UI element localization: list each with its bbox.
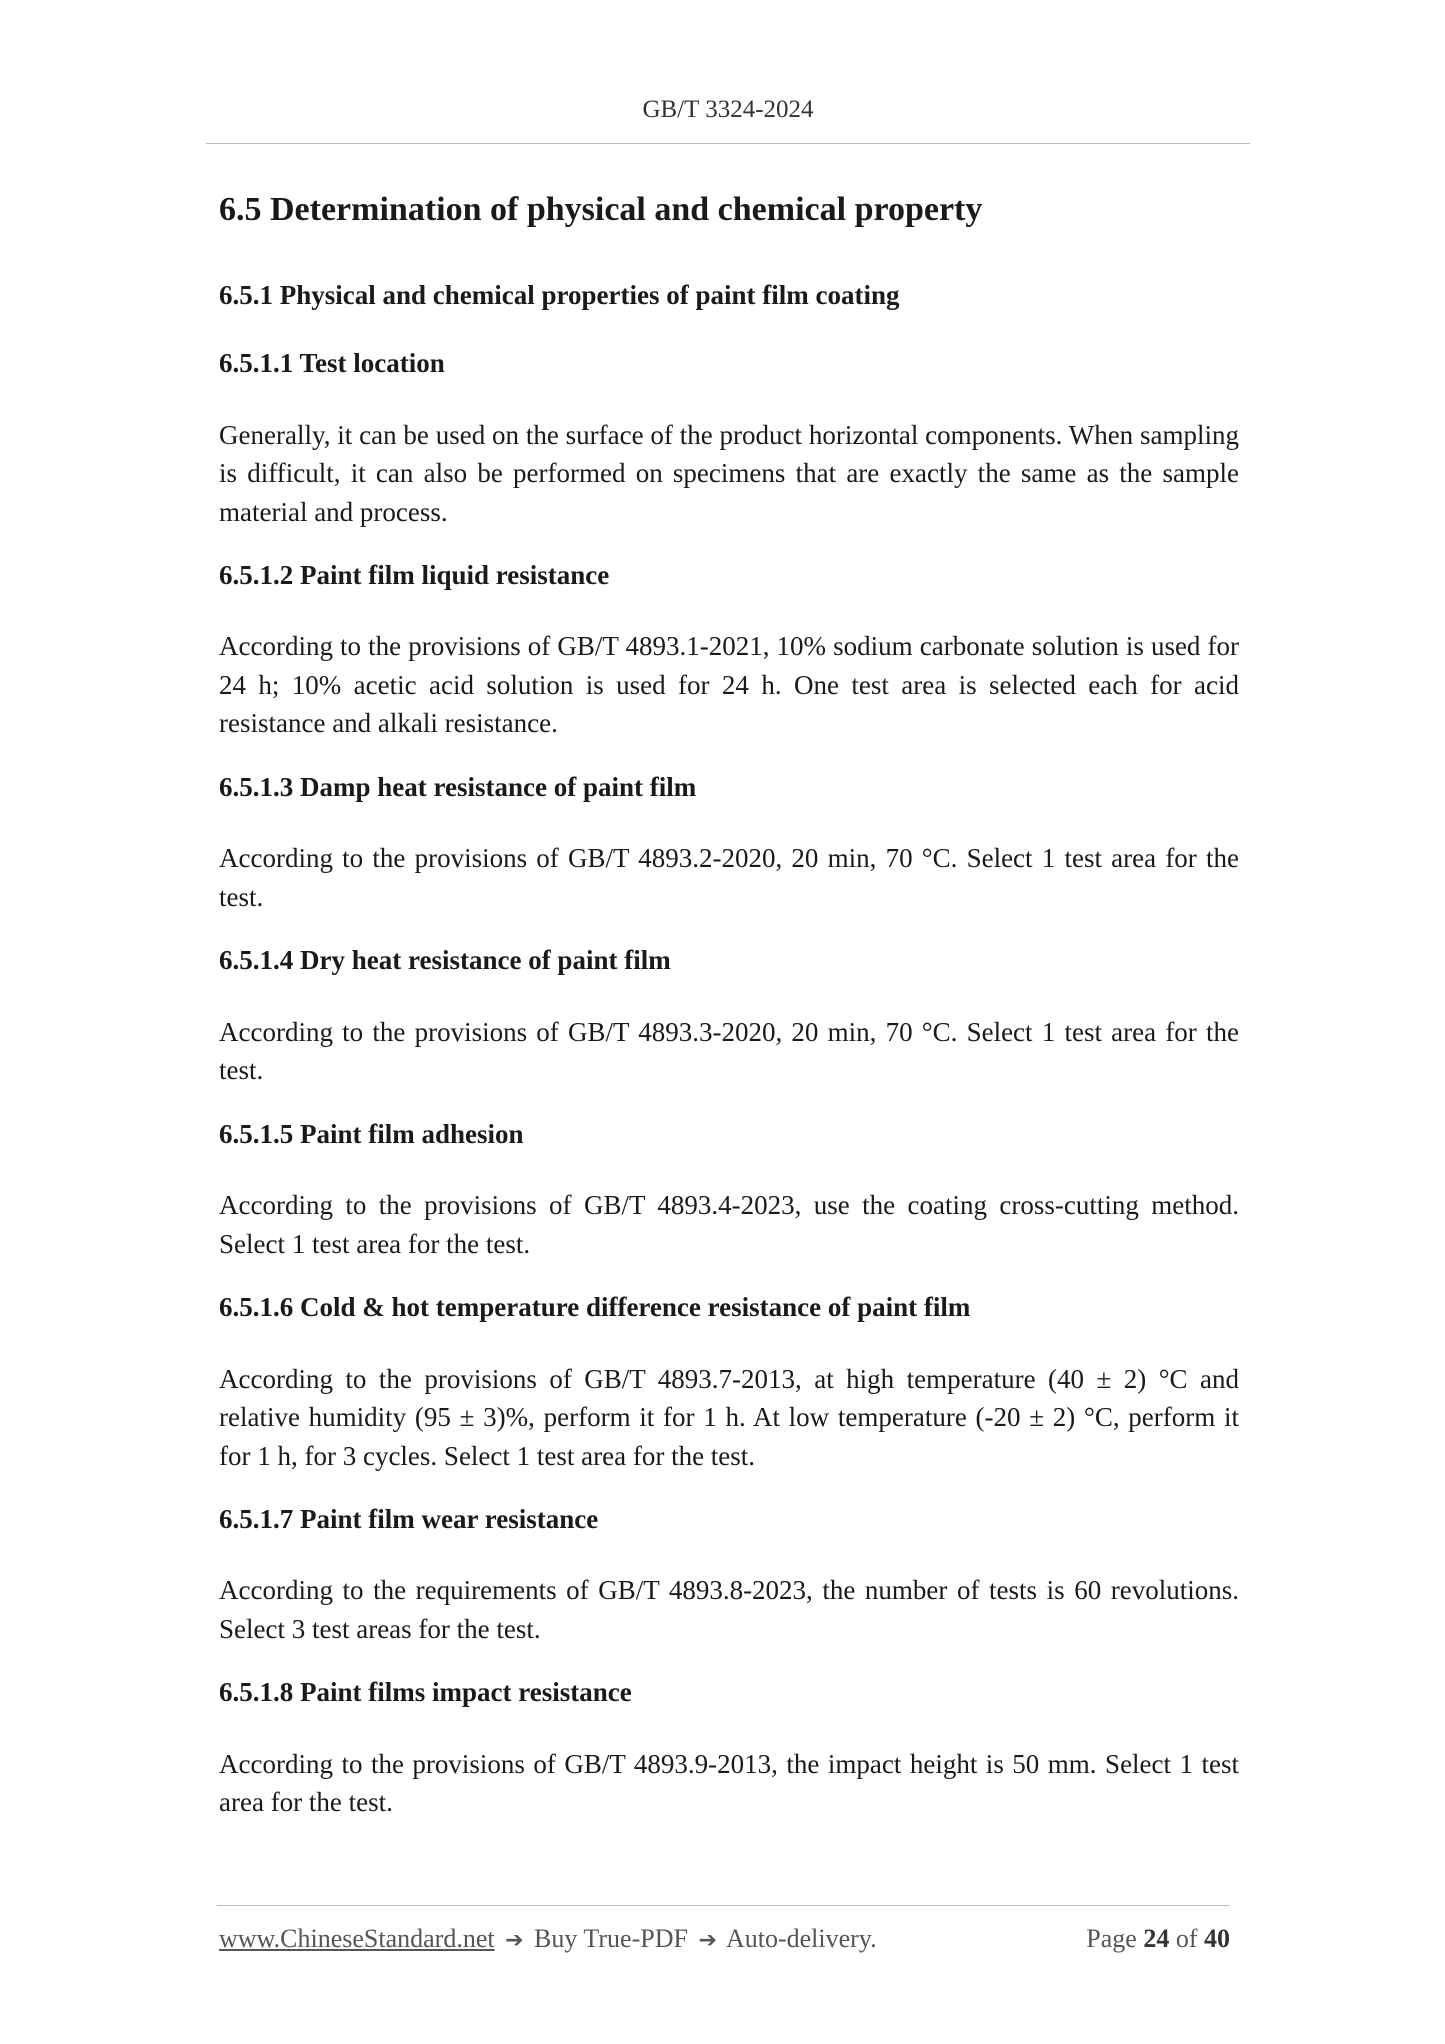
document-code-header: GB/T 3324-2024: [642, 96, 814, 123]
page-of: of: [1175, 1924, 1198, 1953]
subsection-title: 6.5.1 Physical and chemical properties of paint film coating: [219, 279, 900, 310]
clause-text: According to the provisions of GB/T 4893.3-2020, 20 min, 70 °C. Select 1 test area for the test.: [219, 1016, 1239, 1086]
page-number: [1086, 1924, 1230, 1954]
clause-heading: 6.5.1.7 Paint film wear resistance: [219, 1504, 599, 1535]
clause-text: Generally, it can be used on the surface of the product horizontal components. When sampling is difficult, it can also be performed on specimens that are exactly the same as the sample material and process.: [219, 419, 1239, 527]
clause-heading: 6.5.1.4 Dry heat resistance of paint film: [219, 945, 671, 976]
clause-text: According to the provisions of GB/T 4893.9-2013, the impact height is 50 mm. Select 1 test area for the test.: [219, 1748, 1239, 1818]
clause-heading: 6.5.1.6 Cold & hot temperature difference resistance of paint film: [219, 1292, 971, 1323]
page-total: 40: [1204, 1924, 1230, 1953]
arrow-right-icon: ➔: [505, 1928, 524, 1953]
clause-heading: 6.5.1.2 Paint film liquid resistance: [219, 560, 610, 591]
page-content: [219, 190, 1239, 1850]
clause-text: According to the requirements of GB/T 4893.8-2023, the number of tests is 60 revolutions. Select 3 test areas for the test.: [219, 1575, 1239, 1644]
page-current: 24: [1143, 1924, 1170, 1953]
footer-divider: [217, 1905, 1230, 1906]
clause-text: According to the provisions of GB/T 4893.7-2013, at high temperature (40 ± 2) °C and relative humidity (95 ± 3)%, perform it for 1 h. At low temperature (-20 ± 2) °C, perform it for 1 h, for 3 cycles. Select 1 test area for the test.: [219, 1363, 1239, 1471]
site-link[interactable]: www.ChineseStandard.net: [219, 1924, 495, 1953]
footer-promo: [219, 1924, 877, 1954]
section-title: 6.5 Determination of physical and chemical property: [219, 191, 983, 228]
clause-text: According to the provisions of GB/T 4893.4-2023, use the coating cross-cutting method. Select 1 test area for the test.: [219, 1190, 1239, 1259]
page-label: Page: [1086, 1924, 1137, 1953]
clause-text: According to the provisions of GB/T 4893.1-2021, 10% sodium carbonate solution is used for 24 h; 10% acetic acid solution is used for 24 h. One test area is selected each for acid resistance and alkali resistance.: [219, 631, 1239, 739]
clause-heading: 6.5.1.8 Paint films impact resistance: [219, 1677, 632, 1708]
arrow-right-icon: ➔: [698, 1928, 717, 1953]
header-divider: [206, 143, 1250, 144]
clause-heading: 6.5.1.1 Test location: [219, 348, 445, 379]
clause-heading: 6.5.1.5 Paint film adhesion: [219, 1118, 524, 1149]
clause-text: According to the provisions of GB/T 4893.2-2020, 20 min, 70 °C. Select 1 test area for the test.: [219, 843, 1239, 912]
clause-heading: 6.5.1.3 Damp heat resistance of paint film: [219, 771, 697, 802]
buy-text: Buy True-PDF: [534, 1924, 688, 1953]
delivery-text: Auto-delivery.: [725, 1924, 877, 1953]
